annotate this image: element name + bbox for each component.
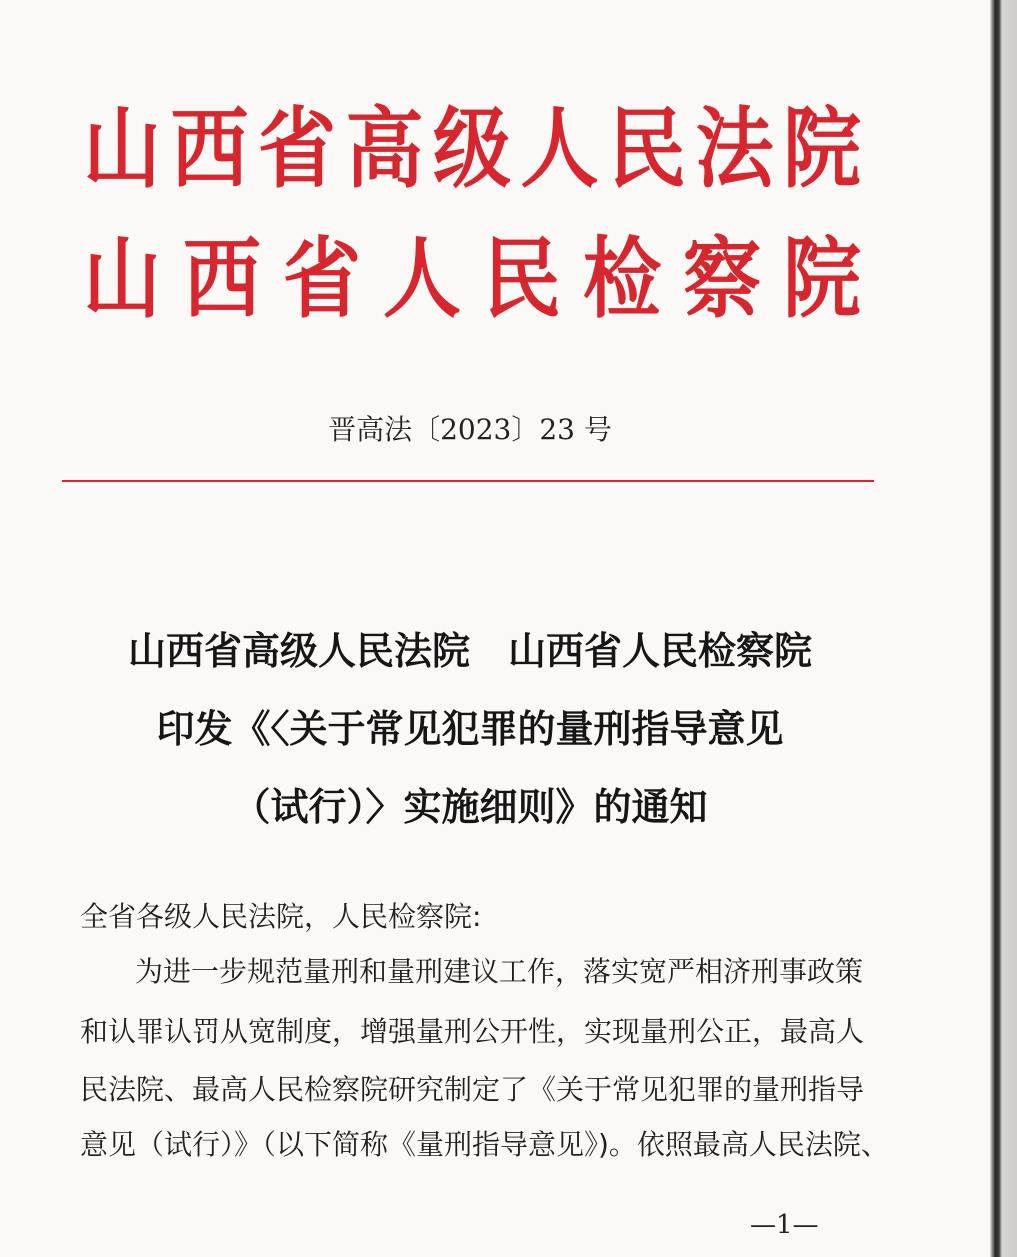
notice-title-line-3: （试行）〉实施细则》的通知 [232,785,708,829]
body-line-1: 为进一步规范量刑和量刑建议工作，落实宽严相济刑事政策 [135,955,864,988]
issuer-heading-char: 法 [695,98,774,201]
issuer-heading-char: 省 [282,228,361,331]
issuer-heading-char: 山 [82,228,161,331]
page-edge-shadow [990,0,1017,1257]
body-line-4: 意见（试行）》（以下简称《量刑指导意见》)。依照最高人民法院、 [80,1128,889,1161]
issuer-heading-char: 高 [345,98,424,201]
issuer-heading-char: 人 [382,228,461,331]
notice-title-line-2: 印发《〈关于常见犯罪的量刑指导意见 [156,707,784,751]
issuer-heading-char: 院 [782,98,861,201]
notice-title-line-1: 山西省高级人民法院 山西省人民检察院 [127,629,812,673]
issuer-heading-char: 山 [82,98,161,201]
issuer-court-heading [82,100,862,200]
issuer-heading-char: 省 [257,98,336,201]
red-separator-line [62,480,874,482]
page-number: —1— [750,1210,819,1240]
body-line-2: 和认罪认罚从宽制度，增强量刑公开性，实现量刑公正，最高人 [80,1015,865,1048]
issuer-procuratorate-heading [82,230,862,330]
document-number: 晋高法〔2023〕23 号 [328,413,612,446]
salutation: 全省各级人民法院，人民检察院: [80,900,482,933]
issuer-heading-char: 人 [520,98,599,201]
issuer-heading-char: 察 [682,228,761,331]
body-line-3: 民法院、最高人民检察院研究制定了《关于常见犯罪的量刑指导 [80,1073,865,1106]
issuer-heading-char: 民 [482,228,561,331]
issuer-heading-char: 民 [607,98,686,201]
issuer-heading-char: 检 [582,228,661,331]
issuer-heading-char: 西 [182,228,261,331]
issuer-heading-char: 院 [782,228,861,331]
issuer-heading-char: 西 [170,98,249,201]
issuer-heading-char: 级 [432,98,511,201]
